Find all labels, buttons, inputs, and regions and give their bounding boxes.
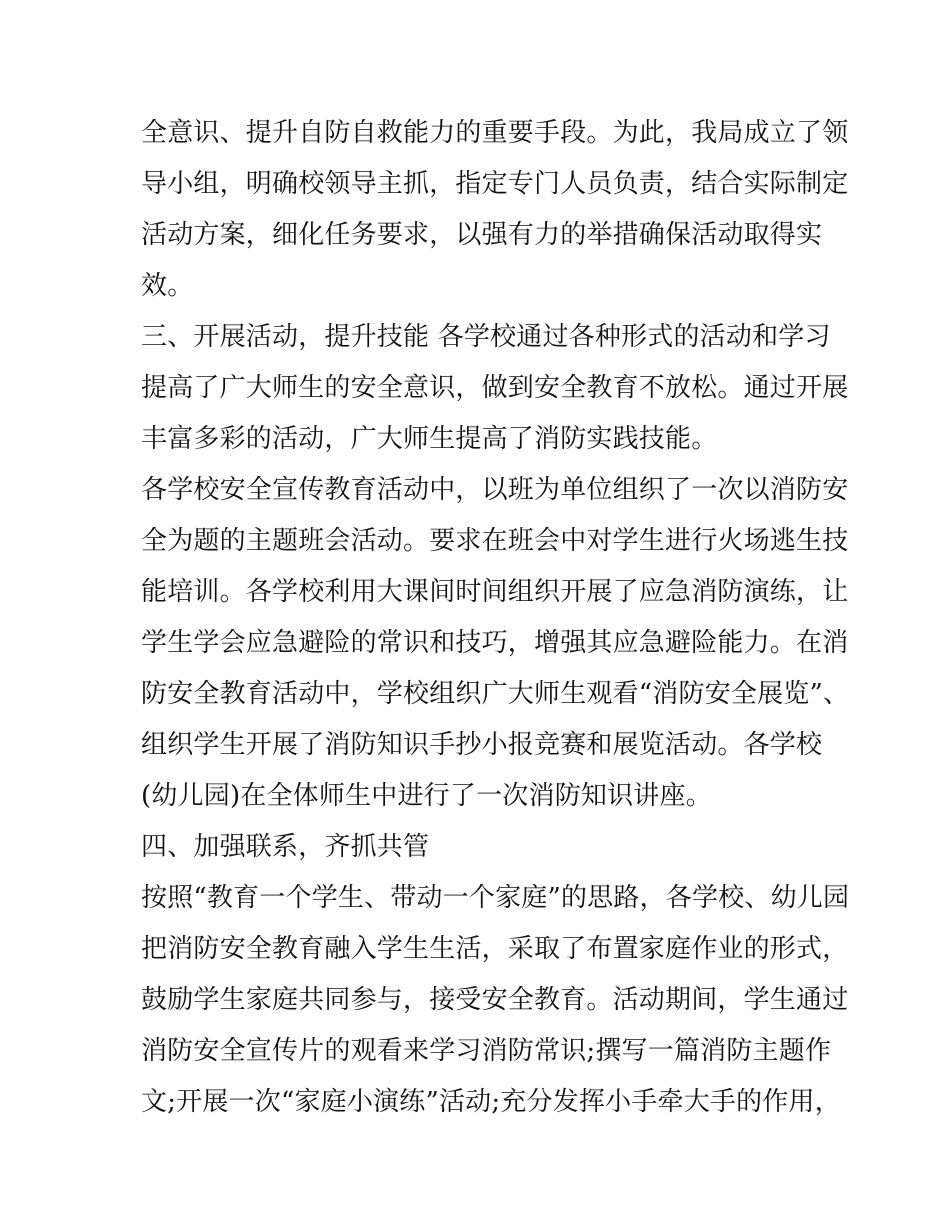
section-heading: 四、加强联系，齐抓共管 bbox=[141, 832, 430, 862]
text-line: 导小组，明确校领导主抓，指定专门人员负责，结合实际制定 bbox=[141, 169, 849, 199]
text-line: 防安全教育活动中，学校组织广大师生观看“消防安全展览”、 bbox=[141, 679, 850, 709]
text-line: 按照“教育一个学生、带动一个家庭”的思路，各学校、幼儿园 bbox=[141, 883, 850, 913]
section-heading-line: 三、开展活动，提升技能 各学校通过各种形式的活动和学习 bbox=[141, 322, 831, 352]
text-line: 能培训。各学校利用大课间时间组织开展了应急消防演练，让 bbox=[141, 577, 849, 607]
text-line: 全为题的主题班会活动。要求在班会中对学生进行火场逃生技 bbox=[141, 526, 849, 556]
text-line: 提高了广大师生的安全意识，做到安全教育不放松。通过开展 bbox=[141, 373, 849, 403]
text-line: 各学校安全宣传教育活动中，以班为单位组织了一次以消防安 bbox=[141, 475, 849, 505]
text-line: 活动方案，细化任务要求，以强有力的举措确保活动取得实 bbox=[141, 220, 823, 250]
text-line: 效。 bbox=[141, 271, 194, 301]
text-line: 消防安全宣传片的观看来学习消防常识;撰写一篇消防主题作 bbox=[141, 1036, 832, 1066]
text-line: 全意识、提升自防自救能力的重要手段。为此，我局成立了领 bbox=[141, 118, 849, 148]
text-line: 文;开展一次“家庭小演练”活动;充分发挥小手牵大手的作用， bbox=[141, 1087, 841, 1117]
text-line: 把消防安全教育融入学生生活，采取了布置家庭作业的形式， bbox=[141, 934, 849, 964]
text-line: (幼儿园)在全体师生中进行了一次消防知识讲座。 bbox=[141, 781, 712, 811]
text-line: 丰富多彩的活动，广大师生提高了消防实践技能。 bbox=[141, 424, 718, 454]
document-body bbox=[141, 108, 850, 1128]
text-line: 鼓励学生家庭共同参与，接受安全教育。活动期间，学生通过 bbox=[141, 985, 849, 1015]
text-line: 学生学会应急避险的常识和技巧，增强其应急避险能力。在消 bbox=[141, 628, 849, 658]
text-line: 组织学生开展了消防知识手抄小报竞赛和展览活动。各学校 bbox=[141, 730, 823, 760]
